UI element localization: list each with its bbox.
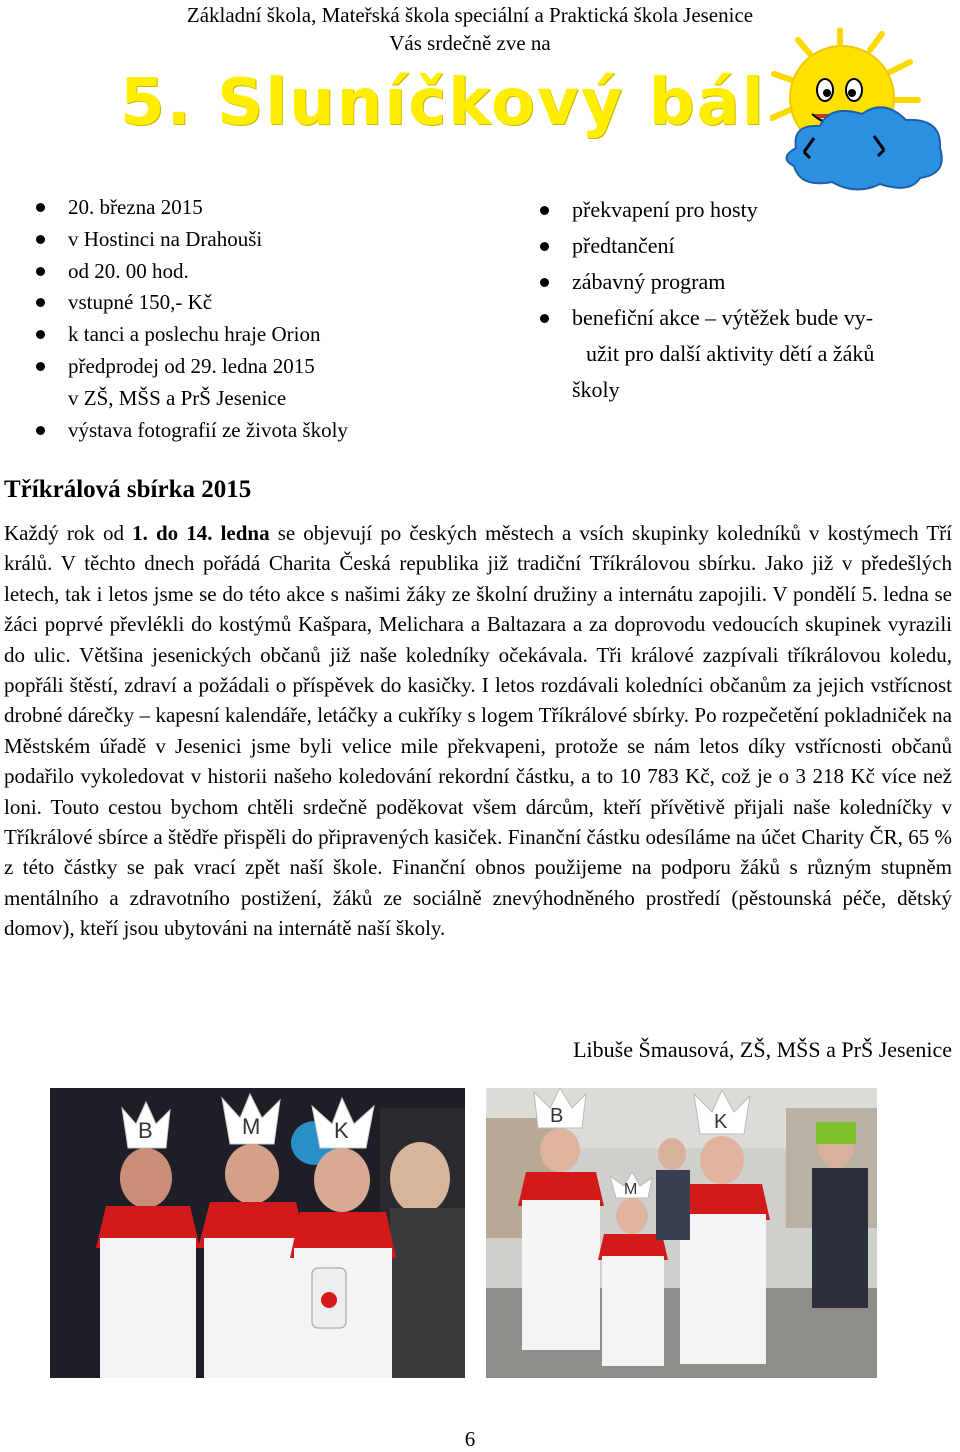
page-number: 6 (464, 1427, 476, 1451)
crown-letter: K (714, 1111, 728, 1133)
event-details-list (36, 192, 476, 446)
article-author: Libuše Šmausová, ZŠ, MŠS a PrŠ Jesenice (573, 1037, 952, 1062)
list-item: předtančení (540, 228, 960, 264)
list-item-continuation: školy (572, 377, 620, 402)
list-item: v Hostinci na Drahouši (36, 224, 476, 256)
school-name: Základní škola, Mateřská škola speciální a Praktická škola Jesenice (186, 3, 754, 27)
list-item-continuation: užit pro další aktivity dětí a žáků (586, 341, 875, 366)
crown-letter: B (550, 1105, 564, 1127)
event-program-list (540, 192, 960, 408)
article-text: se objevují po českých městech a vsích skupinky koledníků v kostýmech Tří králů. V těchto dnech pořádá Charita Česká republika již tradiční Tříkrálovou sbírku. Jako již v předešlých letech, tak i letos jsme se do této akce s našimi žáky ze školní družiny a internátu zapojili. V pondělí 5. ledna se žáci poprvé převlékli do kostýmů Kašpara, Melichara a Baltazara a za doprovodu vedoucích skupinek vyrazili do ulic. Většina jesenických občanů již naše koledníky očekávala. Tři králové zazpívali tříkrálovou koledu, popřáli štěstí, zdraví a požádali o příspěvek do kasičky. I letos rozdávali koledníci občanům za jejich vstřícnost drobné dárečky – kapesní kalendáře, letáčky a cukříky s logem Tříkrálové sbírky. Po rozpečetění pokladniček na Městském úřadě v Jesenici jsme byli velice mile překvapeni, protože se nám letos díky vstřícnosti občanů podařilo vykoledovat v historii našeho koledování rekordní částku, a to 10 783 Kč, což je o 3 218 Kč více než loni. Touto cestou bychom chtěli srdečně poděkovat všem dárcům, kteří přívětivě přijali naše koledníčky v Tříkrálové sbírce a štědře přispěli do připravených kasiček. Finanční částku odesíláme na účet Charity ČR, 65 % z této částky se pak vrací zpět naší škole. Finanční obnos použijeme na podporu žáků s různým stupněm mentálního a zdravotního postižení, žáků ze sociálně znevýhodněného prostředí (pěstounská péče, dětský domov), kteří jsou ubytováni na internátě naší školy. (4, 521, 952, 941)
list-item-continuation: v ZŠ, MŠS a PrŠ Jesenice (68, 385, 287, 410)
list-item: výstava fotografií ze života školy (36, 415, 476, 447)
list-item: od 20. 00 hod. (36, 256, 476, 288)
photo-three-kings-street (486, 1088, 877, 1378)
crown-letter: M (242, 1114, 261, 1139)
list-item: předprodej od 29. ledna 2015 (36, 351, 476, 383)
list-item: k tanci a poslechu hraje Orion (36, 319, 476, 351)
article-lead-dates: 1. do 14. ledna (132, 521, 270, 545)
invitation-line: Vás srdečně zve na (389, 31, 551, 55)
crown-letter: K (334, 1118, 349, 1143)
article-body (4, 518, 952, 944)
section-heading: Tříkrálová sbírka 2015 (4, 476, 252, 503)
ball-title: 5. Sluníčkový bál (120, 66, 766, 140)
crown-letter: M (624, 1181, 638, 1198)
list-item: 20. března 2015 (36, 192, 476, 224)
list-item: překvapení pro hosty (540, 192, 960, 228)
sun-cloud-icon (770, 28, 950, 198)
photo-three-kings-night (50, 1088, 465, 1378)
list-item: zábavný program (540, 264, 960, 300)
crown-letter: B (138, 1118, 153, 1143)
article-lead: Každý rok od (4, 521, 133, 545)
list-item: benefiční akce – výtěžek bude vy- (540, 300, 960, 336)
list-item: vstupné 150,- Kč (36, 287, 476, 319)
